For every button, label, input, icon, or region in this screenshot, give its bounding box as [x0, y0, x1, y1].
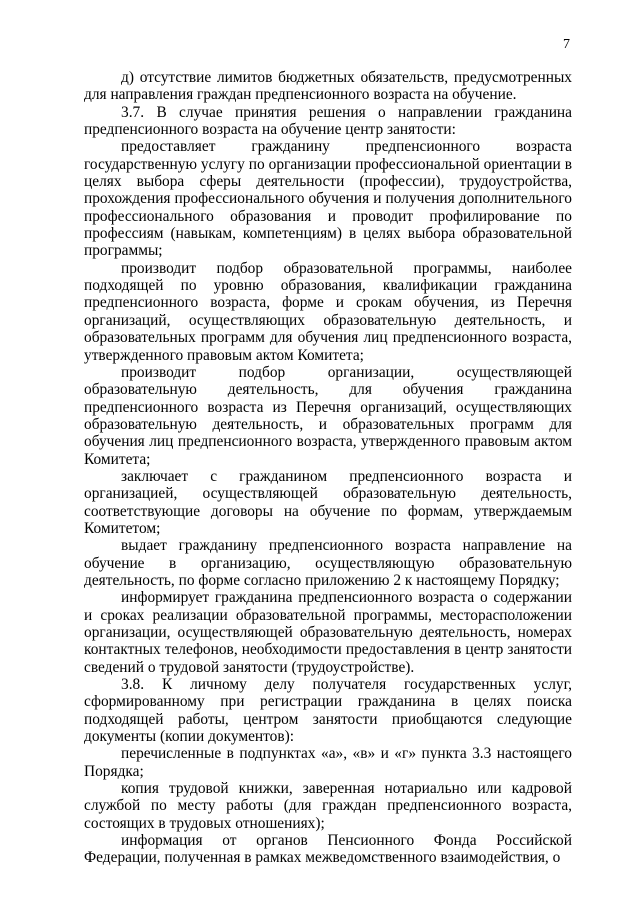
paragraph-pension-fund-info: информация от органов Пенсионного Фонда Российской Федерации, полученная в рамках межведомственного взаимодействия, о — [84, 832, 572, 867]
paragraph-referral: выдает гражданину предпенсионного возраста направление на обучение в организацию, осуществляющую образовательную деятельность, по форме согласно приложению 2 к настоящему Порядку; — [84, 537, 572, 589]
paragraph-contracts: заключает с гражданином предпенсионного возраста и организацией, осуществляющей образовательную деятельность, соответствующие договоры на обучение по формам, утверждаемым Комитетом; — [84, 467, 572, 537]
paragraph-listed-subitems: перечисленные в подпунктах «а», «в» и «г» пункта 3.3 настоящего Порядка; — [84, 745, 572, 780]
paragraph-career-guidance: предоставляет гражданину предпенсионного возраста государственную услугу по организации профессиональной ориентации в целях выбора сферы деятельности (профессии), трудоустройства, прохождения профессионального обучения и получения дополнительного профессионального образования и проводит профилирование по профессиям (навыкам, компетенциям) в целях выбора образовательной программы; — [84, 138, 572, 260]
paragraph-program-selection: производит подбор образовательной программы, наиболее подходящей по уровню образования, квалификации гражданина предпенсионного возраста, форме и срокам обучения, из Перечня организаций, осуществляющих образовательную деятельность, и образовательных программ для обучения лиц предпенсионного возраста, утвержденного правовым актом Комитета; — [84, 259, 572, 364]
paragraph-3-8-intro: 3.8. К личному делу получателя государственных услуг, сформированному при регистрации гражданина в целях поиска подходящей работы, центром занятости приобщаются следующие документы (копии документов): — [84, 676, 572, 746]
paragraph-organization-selection: производит подбор организации, осуществляющей образовательную деятельность, для обучения гражданина предпенсионного возраста из Перечня организаций, осуществляющих образовательную деятельность, и образовательных программ для обучения лиц предпенсионного возраста, утвержденного правовым актом Комитета; — [84, 363, 572, 468]
body-text — [84, 69, 572, 867]
paragraph-informing: информирует гражданина предпенсионного возраста о содержании и сроках реализации образовательной программы, месторасположении организации, осуществляющей образовательную деятельность, номерах контактных телефонов, необходимости предоставления в центр занятости сведений о трудовой занятости (трудоустройстве). — [84, 589, 572, 676]
paragraph-3-7-intro: 3.7. В случае принятия решения о направлении гражданина предпенсионного возраста на обучение центр занятости: — [84, 103, 572, 139]
paragraph-workbook-copy: копия трудовой книжки, заверенная нотариально или кадровой службой по месту работы (для граждан предпенсионного возраста, состоящих в трудовых отношениях); — [84, 780, 572, 832]
page-number: 7 — [563, 37, 570, 52]
paragraph-d-no-budget-limits: д) отсутствие лимитов бюджетных обязательств, предусмотренных для направления граждан предпенсионного возраста на обучение. — [84, 69, 572, 104]
